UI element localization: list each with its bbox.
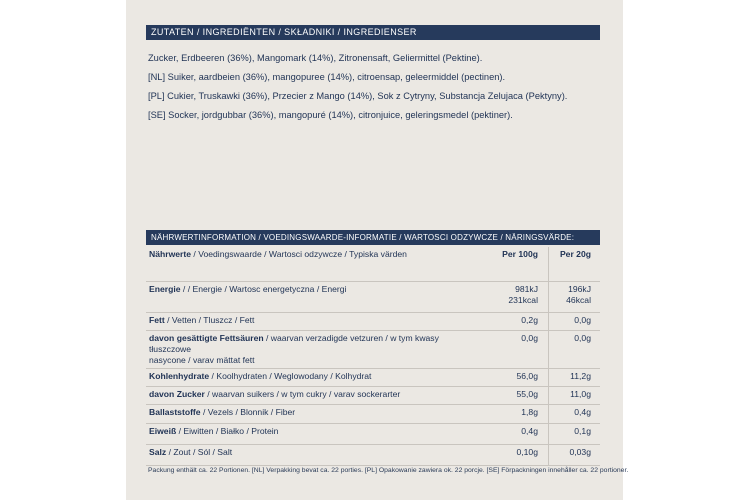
row-value-100: 0,0g	[472, 330, 549, 368]
row-label-rest: / Vetten / Tluszcz / Fett	[164, 314, 255, 325]
row-value-20: 0,0g	[574, 332, 591, 343]
row-label-rest: / Vezels / Blonnik / Fiber	[200, 406, 296, 417]
table-row	[146, 330, 600, 368]
row-label-rest: / Zout / Sól / Salt	[166, 446, 233, 457]
ingredients-line-pl: [PL] Cukier, Truskawki (36%), Przecier z Mango (14%), Sok z Cytryny, Substancja Zelujaca (Pektyny).	[148, 91, 568, 101]
row-value-20: 0,03g	[569, 446, 591, 457]
row-label-rest: / / Energie / Wartosc energetyczna / Energi	[180, 283, 347, 294]
ingredients-line-nl: [NL] Suiker, aardbeien (36%), mangopuree (14%), citroensap, geleermiddel (pectinen).	[148, 72, 506, 82]
row-value-100: 1,8g	[472, 404, 549, 423]
row-value-20: 11,0g	[570, 388, 591, 399]
row-label-bold: davon gesättigte Fettsäuren	[149, 332, 264, 343]
header-per100: Per 100g	[472, 247, 549, 281]
header-label-rest: / Voedingswaarde / Wartosci odzywcze / Typiska värden	[191, 249, 407, 259]
portions-footnote: Packung enthält ca. 22 Portionen. [NL] Verpakking bevat ca. 22 porties. [PL] Opakowanie zawiera ok. 22 porcje. [SE] Förpackningen innehåller ca. 22 portioner.	[148, 467, 629, 474]
row-label-bold: Eiweiß	[149, 425, 177, 436]
row-label-rest: / waarvan suikers / w tym cukry / varav sockerarter	[204, 388, 401, 399]
row-label-bold: Salz	[149, 446, 167, 457]
row-value-100: 0,4g	[472, 423, 549, 444]
row-label-bold: Ballaststoffe	[149, 406, 201, 417]
table-header-row	[146, 247, 600, 281]
row-value-20-kj: 196kJ	[568, 283, 591, 294]
row-value-20: 11,2g	[570, 370, 591, 381]
ingredients-line-se: [SE] Socker, jordgubbar (36%), mangopuré (14%), citronjuice, geleringsmedel (pektiner).	[148, 110, 513, 120]
row-label-bold: Energie	[149, 283, 181, 294]
row-value-100: 55,0g	[472, 386, 549, 404]
row-label-bold: davon Zucker	[149, 388, 205, 399]
row-value-100-kcal: 231kcal	[508, 294, 538, 305]
table-row	[146, 444, 600, 465]
row-value-20-kcal: 46kcal	[566, 294, 591, 305]
row-value-20: 0,1g	[574, 425, 591, 436]
row-label-bold: Fett	[149, 314, 165, 325]
table-row	[146, 404, 600, 423]
row-label-rest: / Koolhydraten / Weglowodany / Kolhydrat	[209, 370, 372, 381]
row-value-20: 0,4g	[574, 406, 591, 417]
table-row	[146, 281, 600, 312]
table-row	[146, 386, 600, 404]
table-row	[146, 423, 600, 444]
row-value-100-kj: 981kJ	[515, 283, 538, 294]
header-per20: Per 20g	[559, 249, 591, 259]
row-label-rest: / Eiwitten / Białko / Protein	[176, 425, 279, 436]
row-value-100: 0,10g	[472, 444, 549, 465]
ingredients-header: ZUTATEN / INGREDIËNTEN / SKŁADNIKI / INGREDIENSER	[146, 25, 600, 40]
row-value-100: 56,0g	[472, 368, 549, 386]
row-label-rest-line2: nasycone / varav mättat fett	[149, 354, 255, 365]
row-label-bold: Kohlenhydrate	[149, 370, 210, 381]
header-label-bold: Nährwerte	[149, 249, 192, 259]
row-label-rest: / waarvan verzadigde vetzuren / w tym kwasy tłuszczowe	[149, 332, 439, 354]
nutrition-header: NÄHRWERTINFORMATION / VOEDINGSWAARDE-INFORMATIE / WARTOSCI ODZYWCZE / NÄRINGSVÄRDE:	[146, 230, 600, 245]
label-panel	[126, 0, 629, 500]
table-row	[146, 368, 600, 386]
ingredients-line-de: Zucker, Erdbeeren (36%), Mangomark (14%), Zitronensaft, Geliermittel (Pektine).	[148, 53, 483, 63]
row-value-20: 0,0g	[574, 314, 591, 325]
nutrition-table	[146, 247, 600, 466]
table-row	[146, 312, 600, 330]
row-value-100: 0,2g	[472, 312, 549, 330]
